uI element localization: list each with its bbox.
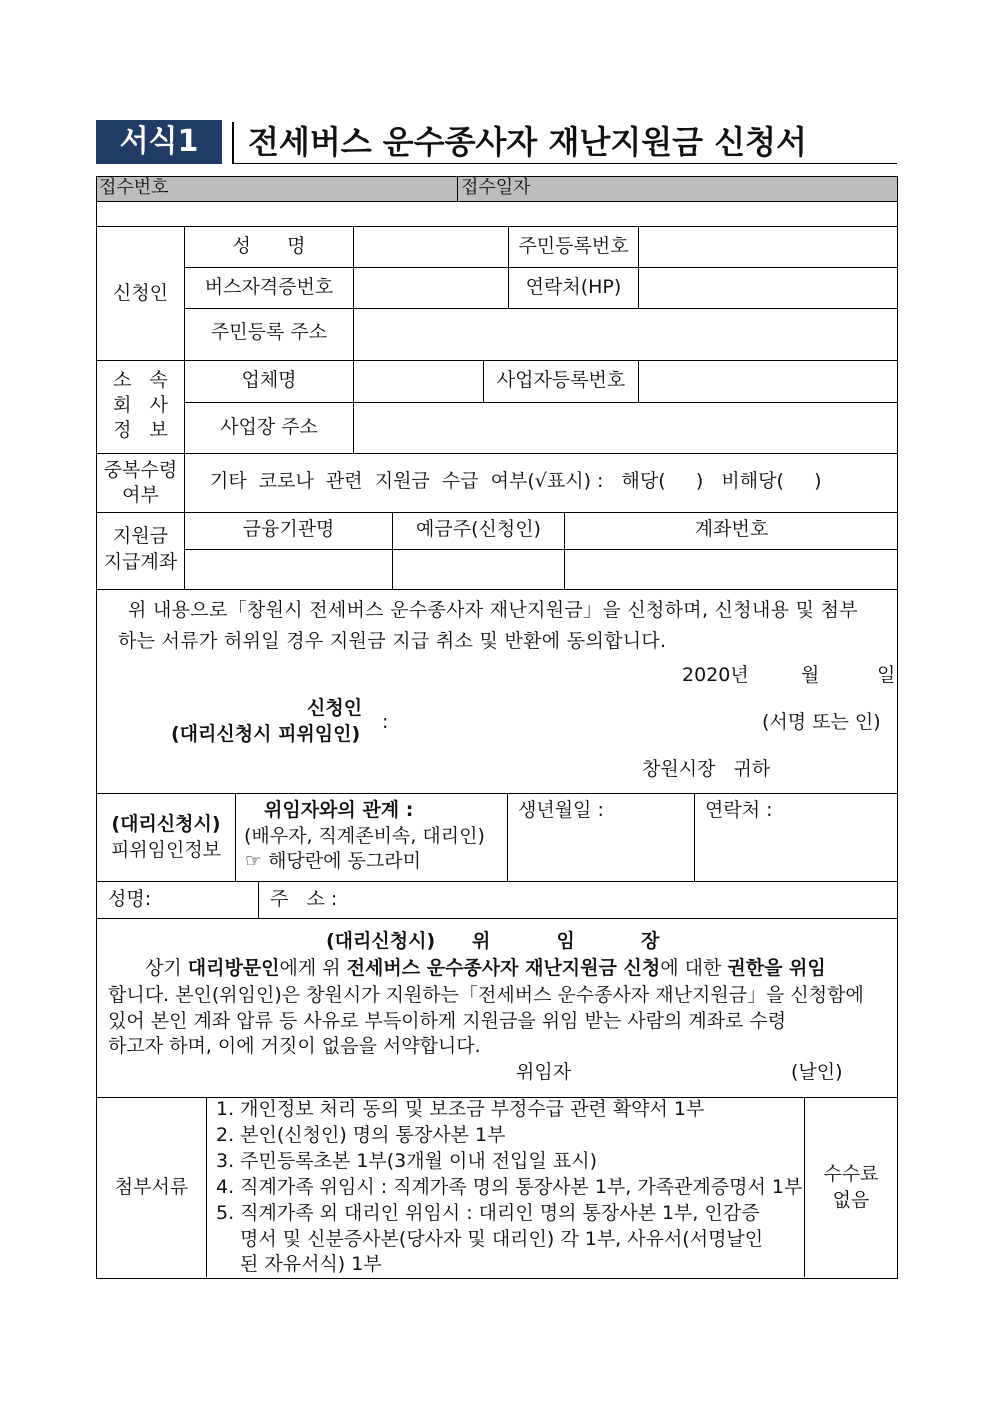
title-divider	[232, 122, 234, 164]
rule	[694, 793, 695, 881]
delegation-line1-a: 상기	[145, 957, 188, 979]
declaration-applicant-label: 신청인	[307, 697, 363, 719]
title-underline	[232, 163, 897, 164]
rule	[184, 308, 898, 309]
bank-label: 금융기관명	[242, 518, 335, 540]
rule	[235, 793, 236, 881]
reception-number-label: 접수번호	[99, 177, 169, 198]
account-number-label: 계좌번호	[694, 518, 769, 540]
rule	[258, 881, 259, 918]
proxy-phone-label: 연락처 :	[705, 799, 773, 821]
seal-label: (날인)	[791, 1061, 843, 1083]
attachment-item-5-line1: 5. 직계가족 외 대리인 위임시 : 대리인 명의 통장사본 1부, 인감증	[216, 1202, 760, 1224]
rule	[184, 549, 898, 550]
company-name-label: 업체명	[241, 369, 297, 391]
company-section-line3: 정 보	[113, 419, 168, 441]
declaration-line2: 하는 서류가 허위일 경우 지원금 지급 취소 및 반환에 동의합니다.	[118, 630, 667, 652]
rrn-label: 주민등록번호	[518, 235, 629, 257]
declaration-proxy-label: (대리신청시 피위임인)	[171, 723, 361, 745]
attachment-item-4: 4. 직계가족 위임시 : 직계가족 명의 통장사본 1부, 가족관계증명서 1부	[216, 1176, 803, 1198]
proxy-section-line2: 피위임인정보	[110, 839, 222, 861]
fee-line2: 없음	[832, 1189, 870, 1211]
delegation-line4: 하고자 하며, 이에 거짓이 없음을 서약합니다.	[108, 1035, 481, 1057]
rule	[96, 226, 898, 227]
delegation-title-prefix: (대리신청시)	[326, 930, 436, 952]
attachment-item-3: 3. 주민등록초본 1부(3개월 이내 전입일 표시)	[216, 1150, 597, 1172]
proxy-address-label: 주 소 :	[270, 888, 338, 910]
declaration-month: 월	[801, 664, 820, 686]
declaration-line1: 위 내용으로「창원시 전세버스 운수종사자 재난지원금」을 신청하며, 신청내용 및 첨부	[128, 599, 858, 621]
rule	[184, 402, 898, 403]
declaration-year: 2020년	[682, 664, 749, 686]
rule	[96, 512, 898, 513]
delegation-line1-e: 에 대한	[660, 957, 728, 979]
name-label: 성 명	[232, 235, 306, 257]
rule	[206, 1097, 207, 1277]
proxy-section-line1: (대리신청시)	[111, 813, 221, 835]
holder-label: 예금주(신청인)	[416, 518, 541, 540]
attachment-item-1: 1. 개인정보 처리 동의 및 보조금 부정수급 관련 확약서 1부	[216, 1098, 705, 1120]
page-title: 전세버스 운수종사자 재난지원금 신청서	[248, 123, 807, 161]
fee-line1: 수수료	[823, 1163, 879, 1185]
delegation-line3: 있어 본인 계좌 압류 등 사유로 부득이하게 지원금을 위임 받는 사람의 계좌로 수령	[108, 1010, 787, 1032]
rule	[96, 453, 898, 454]
rule	[353, 308, 354, 360]
rule	[96, 201, 898, 202]
form-number-badge: 서식1	[96, 120, 222, 164]
delegation-line2: 합니다. 본인(위임인)은 창원시가 지원하는「전세버스 운수종사자 재난지원금」을 신청함에	[108, 984, 864, 1006]
rule	[638, 226, 639, 308]
rule	[184, 267, 898, 268]
delegation-title: 위 임 장	[472, 930, 660, 952]
address-label: 주민등록 주소	[210, 321, 328, 343]
duplicate-section-line1: 중복수령	[103, 459, 178, 481]
duplicate-question: 기타 코로나 관련 지원금 수급 여부(√표시) : 해당( ) 비해당( )	[210, 470, 822, 492]
rule	[507, 793, 508, 881]
rule	[96, 793, 898, 794]
company-address-label: 사업장 주소	[220, 416, 318, 438]
delegation-line1	[145, 957, 826, 980]
declaration-sign-label: (서명 또는 인)	[762, 711, 881, 733]
proxy-name-label: 성명:	[108, 888, 152, 910]
delegation-line1-c: 에게 위	[279, 957, 347, 979]
license-label: 버스자격증번호	[204, 276, 334, 298]
delegation-line1-b: 대리방문인	[187, 957, 280, 979]
rule	[96, 589, 898, 590]
phone-label: 연락처(HP)	[525, 276, 622, 298]
relation-note: ☞ 해당란에 동그라미	[245, 850, 421, 872]
attachment-item-5-line3: 된 자유서식) 1부	[240, 1253, 382, 1275]
rule	[804, 1097, 805, 1277]
applicant-section-label: 신청인	[112, 282, 169, 304]
delegator-label: 위임자	[516, 1061, 572, 1083]
account-section-line2: 지급계좌	[103, 551, 178, 573]
rule	[96, 918, 898, 919]
declaration-addressee: 창원시장 귀하	[642, 758, 771, 780]
attachment-item-5-line2: 명서 및 신분증사본(당사자 및 대리인) 각 1부, 사유서(서명날인	[240, 1228, 764, 1250]
delegation-line1-f: 권한을 위임	[727, 957, 826, 979]
bizno-label: 사업자등록번호	[496, 369, 626, 391]
declaration-day: 일	[877, 664, 896, 686]
company-section-line2: 회 사	[113, 394, 168, 416]
attachments-label: 첨부서류	[114, 1176, 189, 1198]
duplicate-section-line2: 여부	[122, 484, 159, 506]
company-section-line1: 소 속	[113, 369, 168, 391]
account-section-line1: 지원금	[112, 525, 169, 547]
rule	[638, 360, 639, 402]
rule	[96, 360, 898, 361]
rule	[353, 360, 354, 453]
delegation-line1-d: 전세버스 운수종사자 재난지원금 신청	[346, 957, 661, 979]
rule	[96, 881, 898, 882]
declaration-colon: :	[382, 711, 389, 733]
relation-options: (배우자, 직계존비속, 대리인)	[244, 825, 485, 847]
rule	[457, 176, 458, 201]
proxy-birth-label: 생년월일 :	[518, 799, 604, 821]
relation-title: 위임자와의 관계 :	[264, 799, 414, 821]
attachment-item-2: 2. 본인(신청인) 명의 통장사본 1부	[216, 1124, 506, 1146]
reception-date-label: 접수일자	[461, 177, 531, 198]
rule	[353, 226, 354, 308]
